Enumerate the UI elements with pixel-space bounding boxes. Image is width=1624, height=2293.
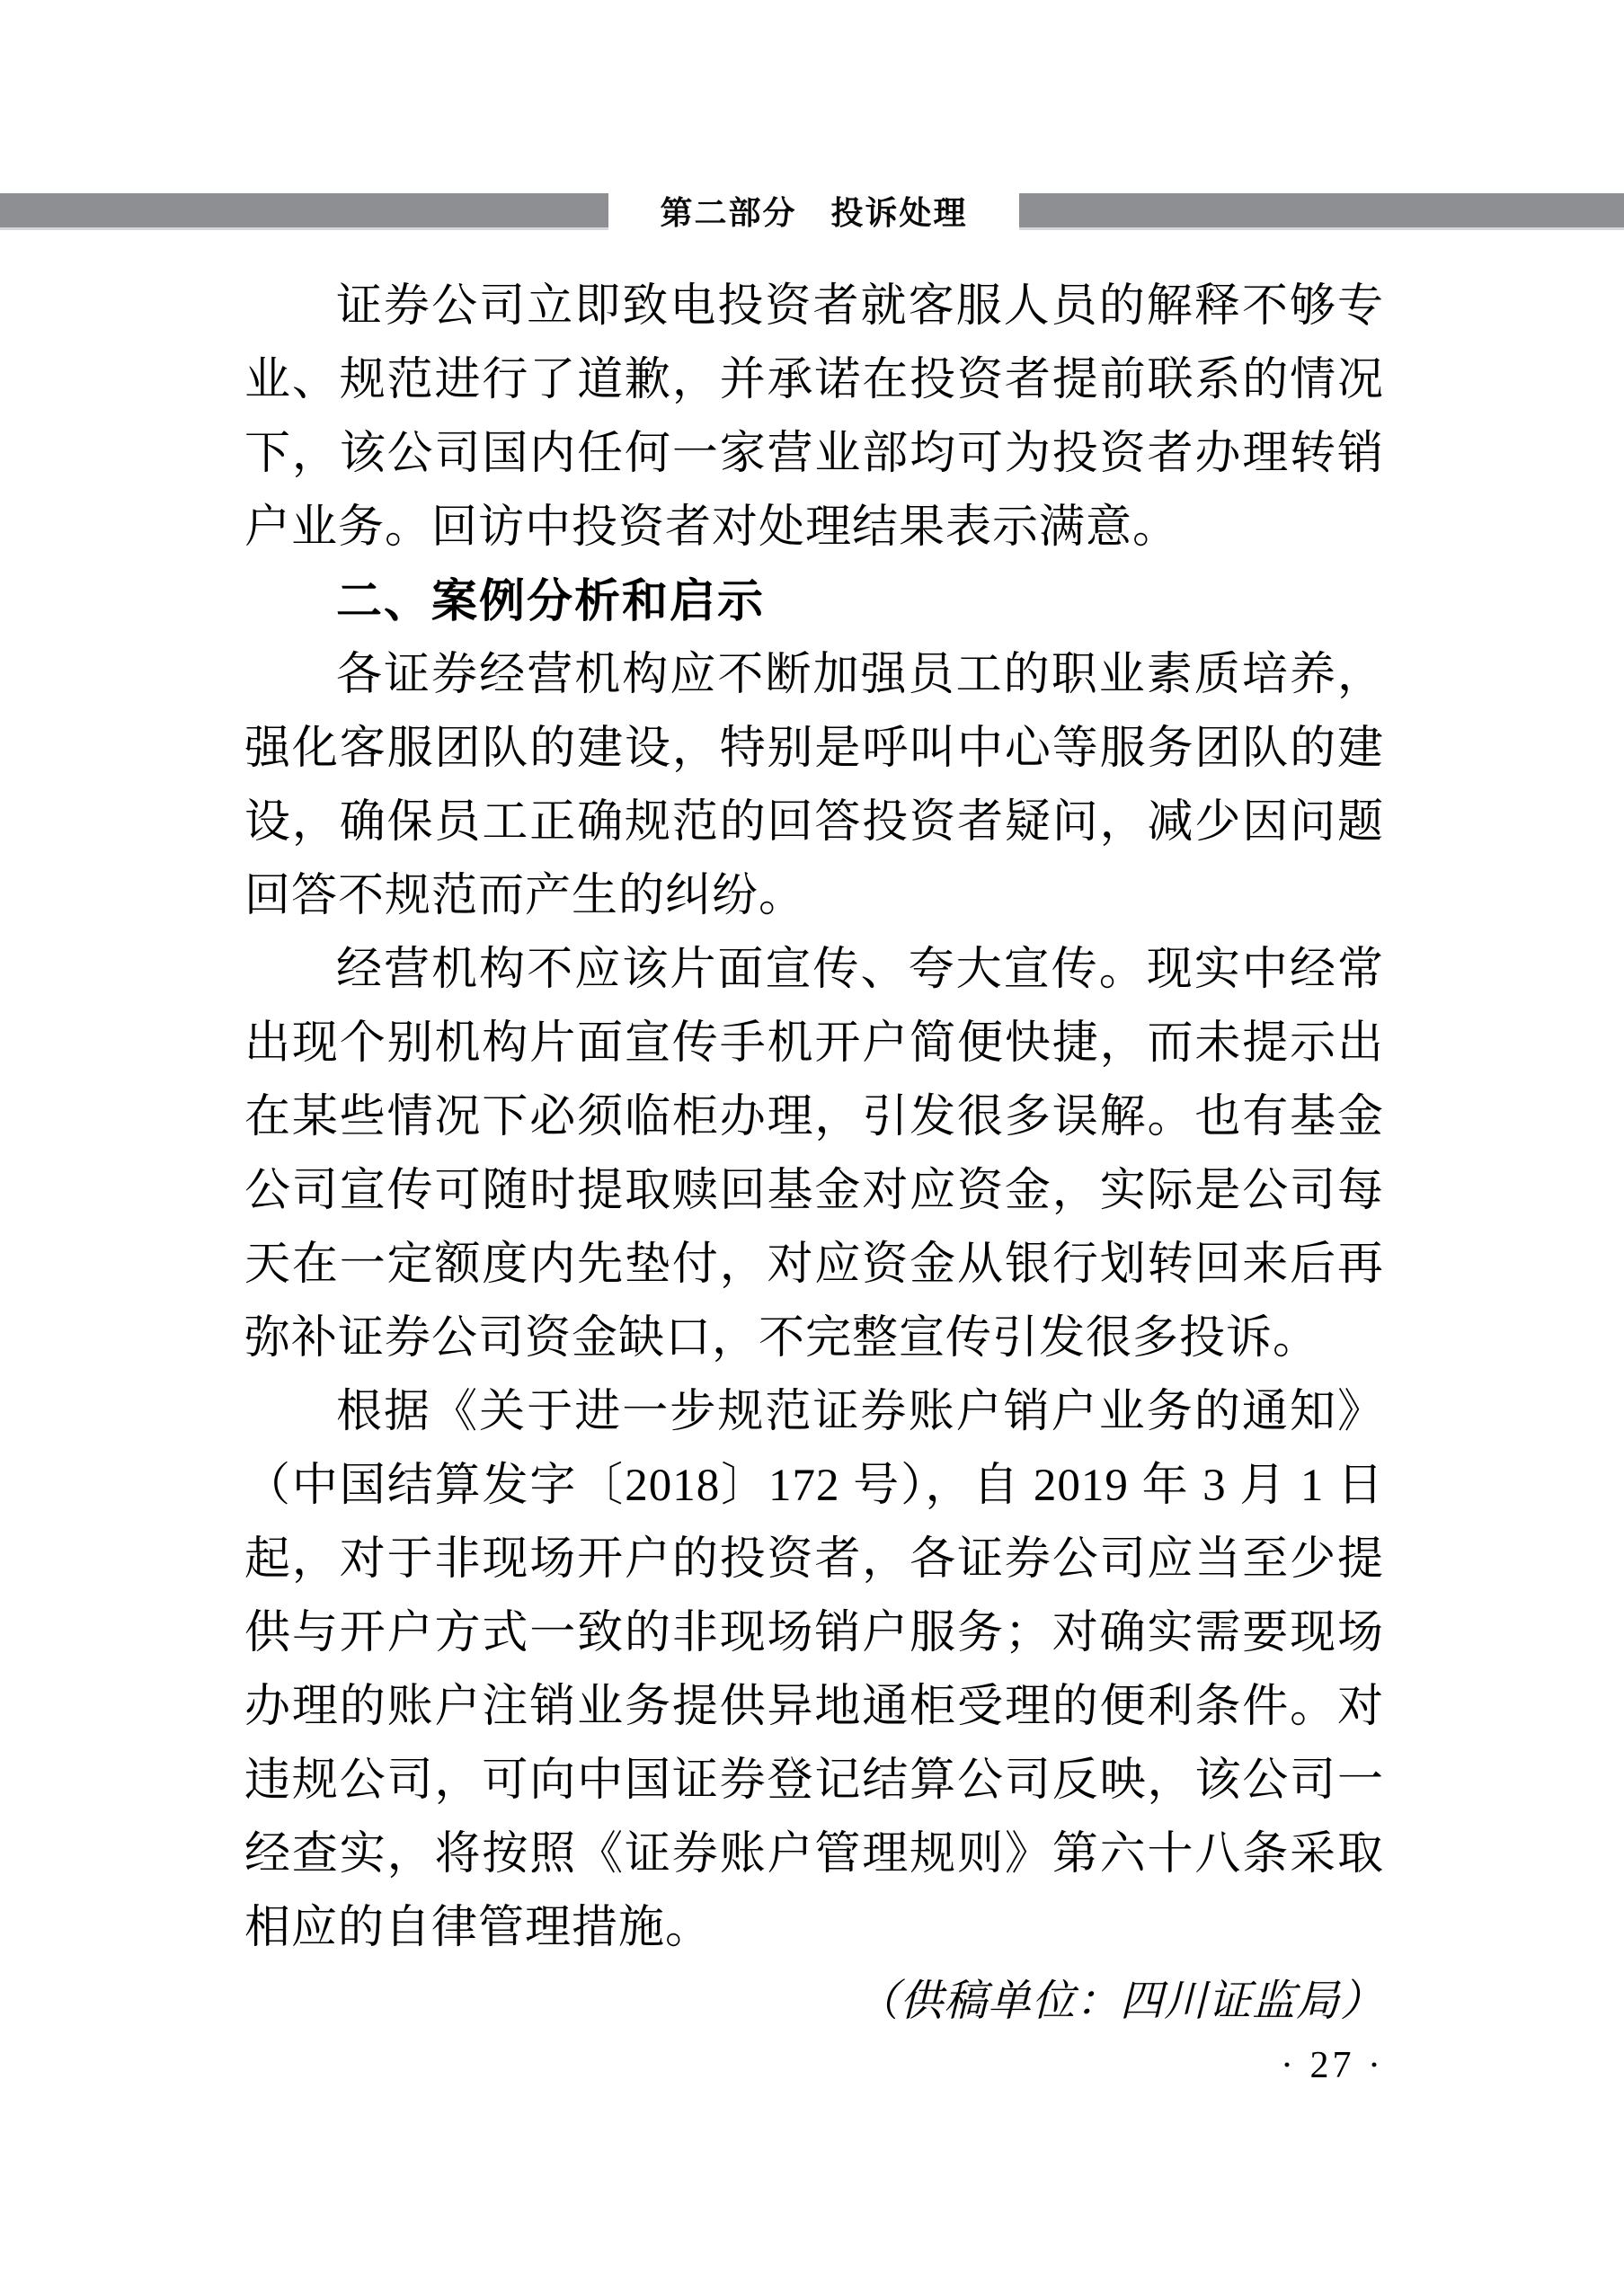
page-header <box>0 192 1624 231</box>
attribution-line: （供稿单位：四川证监局） <box>855 1977 1384 2025</box>
paragraph-regulation: 根据《关于进一步规范证券账户销户业务的通知》（中国结算发字〔2018〕172 号），自 2019 年 3 月 1 日起，对于非现场开户的投资者，各证券公司应当至少提供与开户方式一致的非现场销户服务；对确实需要现场办理的账户注销业务提供异地通柜受理的便利条件。对违规公司，可向中国证券登记结算公司反映，该公司一经查实，将按照《证券账户管理规则》第六十八条采取相应的自律管理措施。 <box>244 1387 1384 1953</box>
page-header-title: 第二部分 投诉处理 <box>660 193 968 231</box>
paragraph-resolution: 证券公司立即致电投资者就客服人员的解释不够专业、规范进行了道歉，并承诺在投资者提前联系的情况下，该公司国内任何一家营业部均可为投资者办理转销户业务。回访中投资者对处理结果表示满意。 <box>244 281 1384 553</box>
section-heading: 二、案例分析和启示 <box>336 575 766 627</box>
page-number: · 27 · <box>1281 2045 1384 2086</box>
paragraph-analysis-1: 各证券经营机构应不断加强员工的职业素质培养，强化客服团队的建设，特别是呼叫中心等服务团队的建设，确保员工正确规范的回答投资者疑问，减少因问题回答不规范而产生的纠纷。 <box>244 650 1384 921</box>
header-rule-right <box>1019 193 1624 227</box>
header-rule-left <box>0 193 608 227</box>
paragraph-analysis-2: 经营机构不应该片面宣传、夸大宣传。现实中经常出现个别机构片面宣传手机开户简便快捷，而未提示出在某些情况下必须临柜办理，引发很多误解。也有基金公司宣传可随时提取赎回基金对应资金，实际是公司每天在一定额度内先垫付，对应资金从银行划转回来后再弥补证券公司资金缺口，不完整宣传引发很多投诉。 <box>244 945 1384 1364</box>
page-body <box>244 270 1384 2093</box>
